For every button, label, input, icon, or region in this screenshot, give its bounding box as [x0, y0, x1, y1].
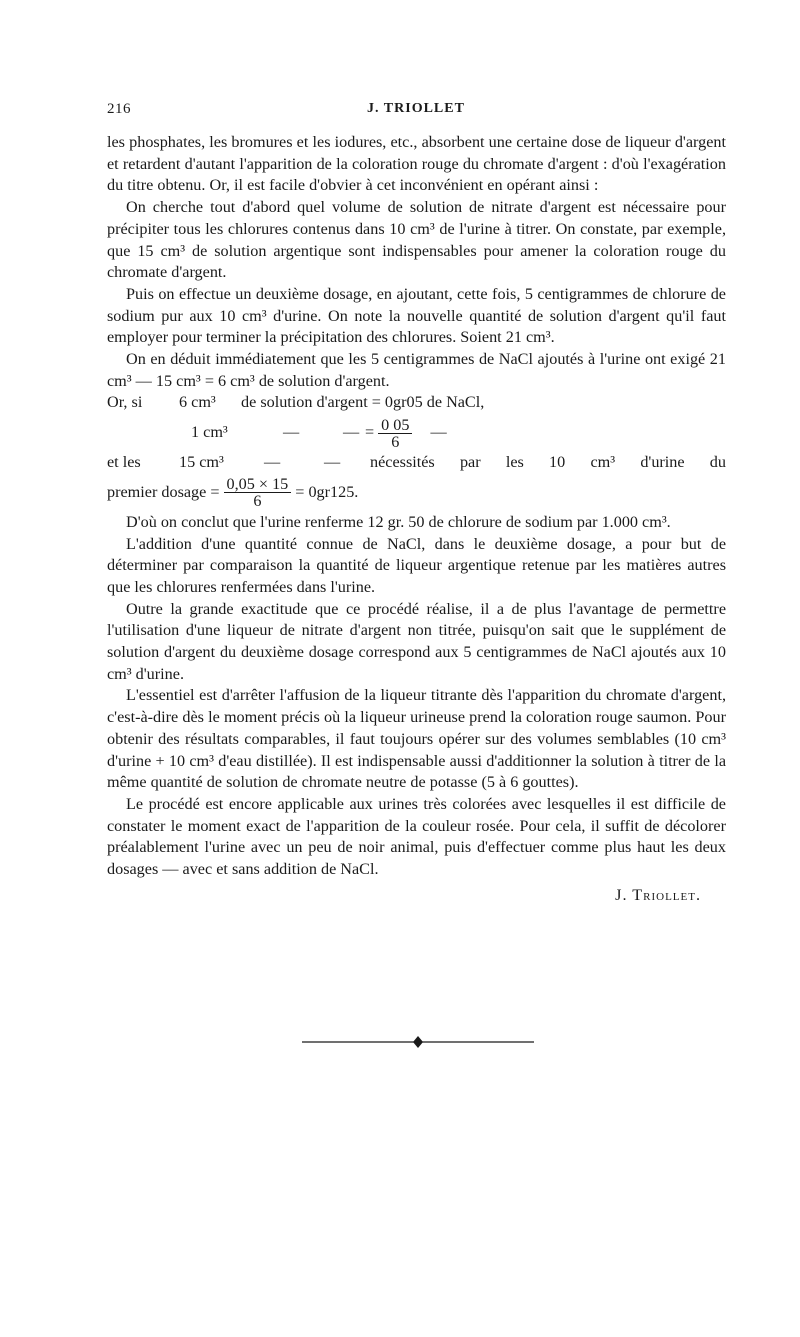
- calc-2-numerator: 0 05: [378, 417, 412, 434]
- calc-line-2: [107, 414, 726, 452]
- body-text: [107, 132, 726, 906]
- paragraph-6: L'addition d'une quantité connue de NaCl, dans le deuxième dosage, a pour but de déterminer par comparaison la quantité de liqueur argentique retenue par les matières autres que les chlorures renfermées dans l'urine.: [107, 534, 726, 596]
- calc-4-lead: premier dosage =: [107, 482, 220, 501]
- calc-1-volume: 6 cm³: [179, 393, 216, 412]
- calc-4-numerator: 0,05 × 15: [224, 476, 292, 493]
- calc-line-4: [107, 474, 726, 512]
- calc-3-ditto-2: —: [324, 453, 341, 472]
- calc-4-result: = 0gr125.: [295, 482, 359, 501]
- calc-3-ditto-1: —: [264, 453, 281, 472]
- calc-3-text: nécessités par les 10 cm³ d'urine du: [370, 453, 726, 472]
- paragraph-2: On cherche tout d'abord quel volume de solution de nitrate d'argent est nécessaire pour précipiter tous les chlorures contenus dans 10 cm³ de l'urine à titrer. On constate, par exemple, que 15 cm³ de solution argentique sont indispensables pour amener la coloration rouge du chromate d'argent.: [107, 198, 726, 282]
- paragraph-1: les phosphates, les bromures et les iodures, etc., absorbent une certaine dose de liqueur d'argent et retardent d'autant l'apparition de la coloration rouge du chromate d'argent : d'où l'exagération du titre obtenu. Or, il est facile d'obvier à cet inconvénient en opérant ainsi :: [107, 133, 726, 195]
- calc-1-text: de solution d'argent = 0gr05 de NaCl,: [241, 393, 485, 412]
- paragraph-7: Outre la grande exactitude que ce procédé réalise, il a de plus l'avantage de permettre l'utilisation d'une liqueur de nitrate d'argent non titrée, puisqu'on sait que le supplément de solution d'argent du deuxième dosage correspond aux 5 centigrammes de NaCl ajoutés aux 10 cm³ d'urine.: [107, 599, 726, 683]
- calc-2-fraction: [378, 417, 412, 450]
- calc-3-volume: 15 cm³: [179, 453, 224, 472]
- calc-2-denominator: 6: [391, 432, 400, 451]
- page-header: [107, 101, 725, 123]
- calc-2-ditto-3: —: [430, 423, 447, 442]
- calc-line-1: [107, 392, 726, 414]
- paragraph-9: Le procédé est encore applicable aux urines très colorées avec lesquelles il est difficile de constater le moment exact de l'apparition de la couleur rosée. Pour cela, il suffit de décolorer préalablement l'urine avec un peu de noir animal, puis d'effectuer comme plus haut les deux dosages — avec et sans addition de NaCl.: [107, 794, 726, 879]
- calc-3-lead: et les: [107, 453, 141, 472]
- paragraph-5: D'où on conclut que l'urine renferme 12 gr. 50 de chlorure de sodium par 1.000 cm³.: [126, 512, 671, 531]
- running-head: J. TRIOLLET: [367, 101, 465, 116]
- calc-4-fraction: [224, 476, 292, 509]
- calc-2-ditto-2: —: [343, 423, 360, 442]
- page-number: 216: [107, 101, 131, 117]
- calc-2-ditto-1: —: [283, 423, 300, 442]
- calculation-block: [107, 392, 726, 511]
- paragraph-8: L'essentiel est d'arrêter l'affusion de la liqueur titrante dès l'apparition du chromate d'argent, c'est-à-dire dès le moment précis où la liqueur urineuse prend la coloration rouge saumon. Pour obtenir des résultats comparables, il faut toujours opérer sur des volumes semblables (10 cm³ d'urine + 10 cm³ d'eau distillée). Il est indispensable aussi d'additionner la solution à titrer de la même quantité de solution de chromate neutre de potasse (5 à 6 gouttes).: [107, 686, 726, 792]
- paragraph-4: On en déduit immédiatement que les 5 centigrammes de NaCl ajoutés à l'urine ont exigé 21 cm³ — 15 cm³ = 6 cm³ de solution d'argent.: [107, 350, 726, 390]
- paragraph-3: Puis on effectue un deuxième dosage, en ajoutant, cette fois, 5 centigrammes de chlorure de sodium pur aux 10 cm³ d'urine. On note la nouvelle quantité de solution d'argent qu'il faut employer pour terminer la précipitation des chlorures. Soient 21 cm³.: [107, 284, 726, 347]
- section-end-ornament: [302, 1034, 534, 1050]
- signature: J. Triollet.: [615, 885, 701, 904]
- calc-2-volume: 1 cm³: [191, 423, 228, 442]
- calc-1-lead: Or, si: [107, 393, 143, 412]
- calc-2-equals: =: [365, 423, 375, 442]
- calc-4-denominator: 6: [253, 492, 262, 511]
- calc-line-3: [107, 452, 726, 474]
